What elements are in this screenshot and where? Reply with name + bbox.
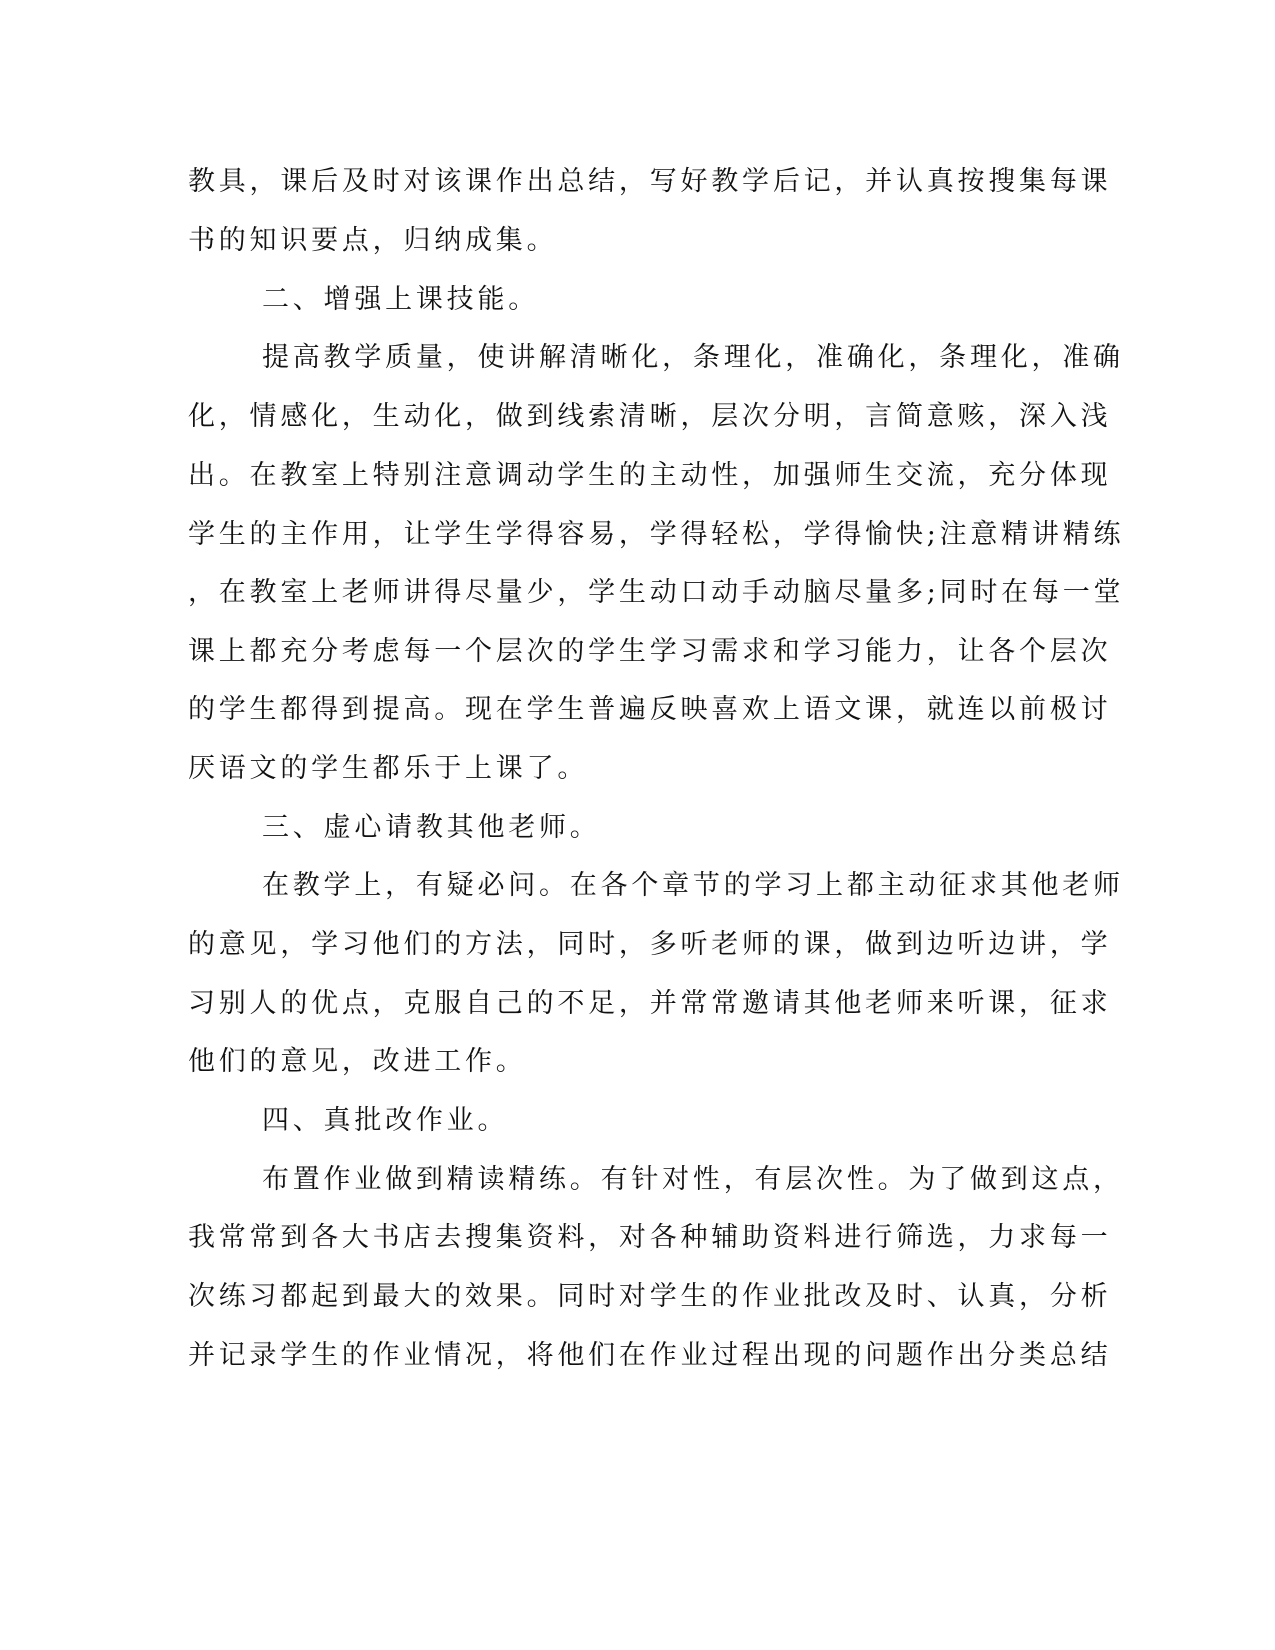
text-line: 化，情感化，生动化，做到线索清晰，层次分明，言简意赅，深入浅	[188, 401, 1112, 432]
text-line: 他们的意见，改进工作。	[188, 1046, 527, 1077]
text-line: 布置作业做到精读精练。有针对性，有层次性。为了做到这点，	[262, 1164, 1124, 1195]
text-line: 的学生都得到提高。现在学生普遍反映喜欢上语文课，就连以前极讨	[188, 694, 1112, 725]
section-heading: 三、虚心请教其他老师。	[262, 812, 601, 843]
text-line: 次练习都起到最大的效果。同时对学生的作业批改及时、认真，分析	[188, 1281, 1112, 1312]
section-heading: 二、增强上课技能。	[262, 284, 540, 315]
section-heading: 四、真批改作业。	[262, 1105, 509, 1136]
text-line: 我常常到各大书店去搜集资料，对各种辅助资料进行筛选，力求每一	[188, 1222, 1112, 1253]
text-line: 课上都充分考虑每一个层次的学生学习需求和学习能力，让各个层次	[188, 636, 1112, 667]
text-line: 教具，课后及时对该课作出总结，写好教学后记，并认真按搜集每课	[188, 166, 1112, 197]
text-line: 的意见，学习他们的方法，同时，多听老师的课，做到边听边讲，学	[188, 929, 1112, 960]
text-line: 书的知识要点，归纳成集。	[188, 225, 558, 256]
text-line: 出。在教室上特别注意调动学生的主动性，加强师生交流，充分体现	[188, 460, 1112, 491]
text-line: 在教学上，有疑必问。在各个章节的学习上都主动征求其他老师	[262, 870, 1124, 901]
text-line: 提高教学质量，使讲解清晰化，条理化，准确化，条理化，准确	[262, 342, 1124, 373]
text-line: 厌语文的学生都乐于上课了。	[188, 753, 589, 784]
text-line: 学生的主作用，让学生学得容易，学得轻松，学得愉快;注意精讲精练	[188, 519, 1125, 550]
text-line: ，在教室上老师讲得尽量少，学生动口动手动脑尽量多;同时在每一堂	[188, 577, 1125, 608]
text-line: 并记录学生的作业情况，将他们在作业过程出现的问题作出分类总结	[188, 1340, 1112, 1371]
text-line: 习别人的优点，克服自己的不足，并常常邀请其他老师来听课，征求	[188, 988, 1112, 1019]
